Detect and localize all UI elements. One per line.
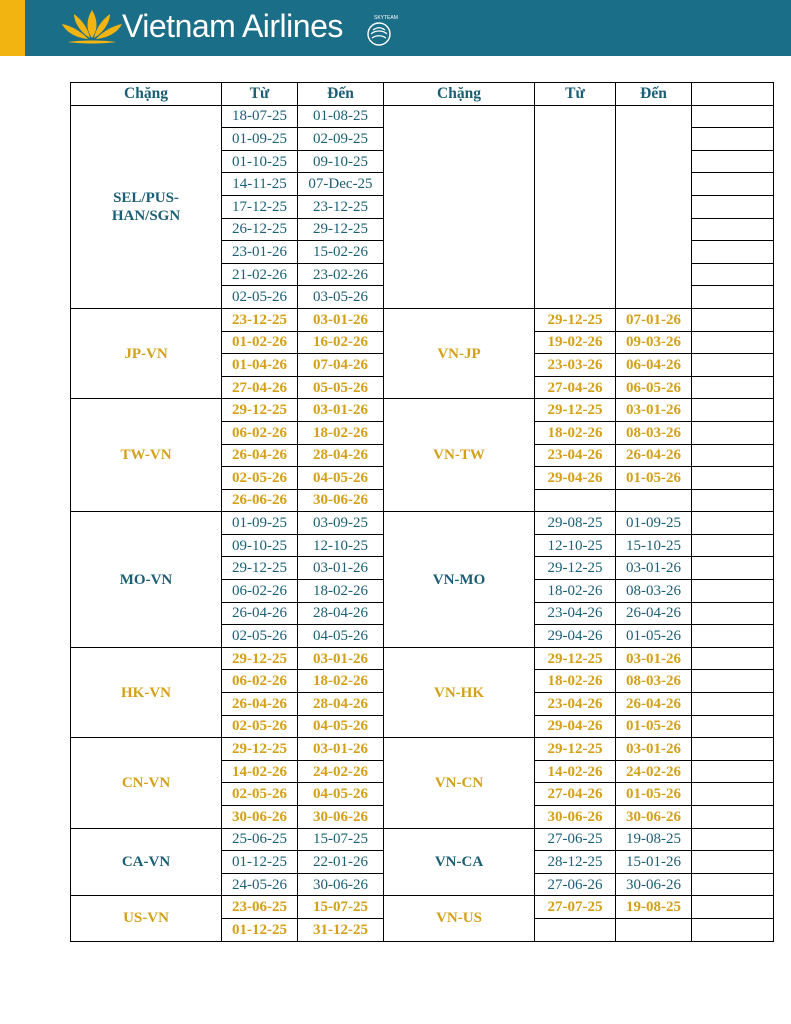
date-from-outbound: 17-12-25 — [222, 195, 298, 218]
date-from-inbound: 19-02-26 — [535, 331, 616, 354]
table-row — [71, 896, 774, 919]
extra-cell — [692, 263, 774, 286]
route-inbound: VN-US — [384, 896, 535, 941]
date-from-inbound: 27-04-26 — [535, 783, 616, 806]
lotus-logo-icon — [60, 6, 124, 46]
date-from-outbound: 26-12-25 — [222, 218, 298, 241]
brand-name: Vietnam Airlines — [122, 8, 343, 44]
date-to-outbound: 28-04-26 — [298, 444, 384, 467]
date-to-inbound: 06-05-26 — [616, 376, 692, 399]
date-from-outbound: 02-05-26 — [222, 286, 298, 309]
date-from-outbound: 26-06-26 — [222, 489, 298, 512]
extra-cell — [692, 851, 774, 874]
date-to-inbound: 26-04-26 — [616, 693, 692, 716]
route-outbound: HK-VN — [71, 647, 222, 737]
date-from-outbound: 29-12-25 — [222, 738, 298, 761]
extra-cell — [692, 286, 774, 309]
date-from-outbound: 01-12-25 — [222, 918, 298, 941]
col-header-from-outbound: Từ — [222, 83, 298, 106]
date-to-outbound: 15-02-26 — [298, 241, 384, 264]
date-to-outbound: 18-02-26 — [298, 670, 384, 693]
date-to-inbound: 09-03-26 — [616, 331, 692, 354]
extra-cell — [692, 173, 774, 196]
date-from-inbound: 23-04-26 — [535, 693, 616, 716]
table-row — [71, 105, 774, 128]
table-header-row — [71, 83, 774, 106]
date-to-inbound: 01-05-26 — [616, 783, 692, 806]
extra-cell — [692, 354, 774, 377]
date-from-outbound: 25-06-25 — [222, 828, 298, 851]
date-from-inbound: 27-06-25 — [535, 828, 616, 851]
date-to-inbound: 01-09-25 — [616, 512, 692, 535]
date-to-inbound: 03-01-26 — [616, 647, 692, 670]
extra-cell — [692, 331, 774, 354]
table-row — [71, 738, 774, 761]
date-from-outbound: 01-09-25 — [222, 128, 298, 151]
date-to-outbound: 15-07-25 — [298, 828, 384, 851]
date-from-outbound: 01-02-26 — [222, 331, 298, 354]
date-from-outbound: 29-12-25 — [222, 399, 298, 422]
date-from-outbound: 18-07-25 — [222, 105, 298, 128]
date-to-outbound: 30-06-26 — [298, 873, 384, 896]
svg-text:SKYTEAM: SKYTEAM — [374, 15, 398, 21]
date-to-inbound: 07-01-26 — [616, 308, 692, 331]
date-to-inbound: 08-03-26 — [616, 670, 692, 693]
date-to-inbound: 24-02-26 — [616, 760, 692, 783]
col-header-to-inbound: Đến — [616, 83, 692, 106]
header-accent-strip — [0, 0, 25, 56]
date-from-outbound: 14-02-26 — [222, 760, 298, 783]
date-to-outbound: 28-04-26 — [298, 693, 384, 716]
date-to-inbound: 19-08-25 — [616, 896, 692, 919]
date-to-inbound: 15-01-26 — [616, 851, 692, 874]
col-header-to-outbound: Đến — [298, 83, 384, 106]
date-to-outbound: 24-02-26 — [298, 760, 384, 783]
route-outbound: TW-VN — [71, 399, 222, 512]
date-to-outbound: 04-05-26 — [298, 715, 384, 738]
date-to-inbound: 08-03-26 — [616, 421, 692, 444]
date-to-outbound: 18-02-26 — [298, 580, 384, 603]
date-from-inbound — [535, 105, 616, 308]
extra-cell — [692, 670, 774, 693]
extra-cell — [692, 738, 774, 761]
date-from-outbound: 14-11-25 — [222, 173, 298, 196]
date-to-outbound: 03-01-26 — [298, 557, 384, 580]
extra-cell — [692, 534, 774, 557]
extra-cell — [692, 828, 774, 851]
date-from-inbound: 23-04-26 — [535, 602, 616, 625]
extra-cell — [692, 783, 774, 806]
date-to-inbound: 03-01-26 — [616, 399, 692, 422]
date-from-inbound: 23-03-26 — [535, 354, 616, 377]
date-from-outbound: 26-04-26 — [222, 693, 298, 716]
route-inbound: VN-HK — [384, 647, 535, 737]
date-from-outbound: 26-04-26 — [222, 444, 298, 467]
date-from-outbound: 02-05-26 — [222, 467, 298, 490]
date-to-inbound: 26-04-26 — [616, 602, 692, 625]
extra-cell — [692, 557, 774, 580]
date-from-inbound: 23-04-26 — [535, 444, 616, 467]
date-from-outbound: 23-06-25 — [222, 896, 298, 919]
table-row — [71, 308, 774, 331]
date-from-inbound: 29-12-25 — [535, 308, 616, 331]
route-outbound: JP-VN — [71, 308, 222, 398]
date-from-inbound: 14-02-26 — [535, 760, 616, 783]
col-header-extra — [692, 83, 774, 106]
date-from-outbound: 06-02-26 — [222, 421, 298, 444]
date-to-outbound: 31-12-25 — [298, 918, 384, 941]
skyteam-logo-icon — [358, 10, 400, 52]
date-from-inbound: 18-02-26 — [535, 421, 616, 444]
extra-cell — [692, 105, 774, 128]
route-outbound: US-VN — [71, 896, 222, 941]
date-from-outbound: 02-05-26 — [222, 625, 298, 648]
extra-cell — [692, 715, 774, 738]
extra-cell — [692, 693, 774, 716]
date-from-outbound: 23-01-26 — [222, 241, 298, 264]
date-to-inbound: 03-01-26 — [616, 738, 692, 761]
date-to-inbound: 01-05-26 — [616, 715, 692, 738]
date-to-outbound: 03-01-26 — [298, 308, 384, 331]
date-to-outbound: 07-Dec-25 — [298, 173, 384, 196]
date-to-inbound: 15-10-25 — [616, 534, 692, 557]
date-to-outbound: 03-01-26 — [298, 647, 384, 670]
extra-cell — [692, 896, 774, 919]
date-to-inbound: 26-04-26 — [616, 444, 692, 467]
date-from-inbound — [535, 489, 616, 512]
date-from-inbound: 12-10-25 — [535, 534, 616, 557]
header-bar — [0, 0, 791, 56]
date-to-outbound: 07-04-26 — [298, 354, 384, 377]
extra-cell — [692, 806, 774, 829]
date-to-inbound: 08-03-26 — [616, 580, 692, 603]
date-to-outbound: 04-05-26 — [298, 625, 384, 648]
date-to-outbound: 18-02-26 — [298, 421, 384, 444]
date-from-inbound: 29-12-25 — [535, 647, 616, 670]
date-to-inbound: 06-04-26 — [616, 354, 692, 377]
date-to-outbound: 02-09-25 — [298, 128, 384, 151]
extra-cell — [692, 873, 774, 896]
date-to-outbound: 01-08-25 — [298, 105, 384, 128]
extra-cell — [692, 195, 774, 218]
route-inbound: VN-JP — [384, 308, 535, 398]
date-from-outbound: 29-12-25 — [222, 557, 298, 580]
date-from-outbound: 24-05-26 — [222, 873, 298, 896]
date-from-outbound: 27-04-26 — [222, 376, 298, 399]
col-header-route-outbound: Chặng — [71, 83, 222, 106]
route-outbound: CA-VN — [71, 828, 222, 896]
date-to-outbound: 29-12-25 — [298, 218, 384, 241]
date-from-inbound: 30-06-26 — [535, 806, 616, 829]
date-to-inbound: 19-08-25 — [616, 828, 692, 851]
route-outbound: CN-VN — [71, 738, 222, 828]
date-to-outbound: 03-01-26 — [298, 738, 384, 761]
date-from-inbound: 29-12-25 — [535, 399, 616, 422]
date-from-outbound: 06-02-26 — [222, 580, 298, 603]
extra-cell — [692, 241, 774, 264]
date-from-outbound: 26-04-26 — [222, 602, 298, 625]
extra-cell — [692, 150, 774, 173]
route-inbound — [384, 105, 535, 308]
date-from-outbound: 01-04-26 — [222, 354, 298, 377]
date-from-inbound: 18-02-26 — [535, 580, 616, 603]
date-from-outbound: 09-10-25 — [222, 534, 298, 557]
date-from-inbound: 29-08-25 — [535, 512, 616, 535]
extra-cell — [692, 760, 774, 783]
table-row — [71, 647, 774, 670]
date-to-inbound: 30-06-26 — [616, 873, 692, 896]
route-outbound: SEL/PUS-HAN/SGN — [71, 105, 222, 308]
table-row — [71, 399, 774, 422]
extra-cell — [692, 308, 774, 331]
date-to-outbound: 03-05-26 — [298, 286, 384, 309]
date-to-outbound: 23-02-26 — [298, 263, 384, 286]
route-inbound: VN-TW — [384, 399, 535, 512]
date-to-outbound: 16-02-26 — [298, 331, 384, 354]
schedule-table — [70, 82, 774, 942]
date-from-inbound: 29-12-25 — [535, 557, 616, 580]
date-from-outbound: 23-12-25 — [222, 308, 298, 331]
date-to-outbound: 09-10-25 — [298, 150, 384, 173]
date-to-outbound: 03-09-25 — [298, 512, 384, 535]
route-inbound: VN-CA — [384, 828, 535, 896]
extra-cell — [692, 376, 774, 399]
date-to-inbound — [616, 105, 692, 308]
date-from-inbound: 29-04-26 — [535, 715, 616, 738]
date-from-inbound: 18-02-26 — [535, 670, 616, 693]
date-from-outbound: 01-10-25 — [222, 150, 298, 173]
date-from-inbound: 29-12-25 — [535, 738, 616, 761]
date-to-outbound: 04-05-26 — [298, 783, 384, 806]
date-from-inbound: 28-12-25 — [535, 851, 616, 874]
date-from-outbound: 01-12-25 — [222, 851, 298, 874]
date-from-outbound: 21-02-26 — [222, 263, 298, 286]
date-to-inbound — [616, 918, 692, 941]
date-to-outbound: 03-01-26 — [298, 399, 384, 422]
extra-cell — [692, 602, 774, 625]
date-from-inbound: 27-07-25 — [535, 896, 616, 919]
extra-cell — [692, 218, 774, 241]
extra-cell — [692, 512, 774, 535]
route-outbound: MO-VN — [71, 512, 222, 648]
col-header-route-inbound: Chặng — [384, 83, 535, 106]
date-to-inbound — [616, 489, 692, 512]
date-from-inbound: 27-06-26 — [535, 873, 616, 896]
date-from-outbound: 30-06-26 — [222, 806, 298, 829]
date-from-outbound: 06-02-26 — [222, 670, 298, 693]
date-to-outbound: 05-05-26 — [298, 376, 384, 399]
date-to-outbound: 30-06-26 — [298, 489, 384, 512]
date-to-outbound: 12-10-25 — [298, 534, 384, 557]
extra-cell — [692, 647, 774, 670]
date-to-inbound: 01-05-26 — [616, 467, 692, 490]
route-inbound: VN-MO — [384, 512, 535, 648]
table-row — [71, 828, 774, 851]
date-from-inbound: 29-04-26 — [535, 625, 616, 648]
date-to-outbound: 30-06-26 — [298, 806, 384, 829]
route-inbound: VN-CN — [384, 738, 535, 828]
schedule-body — [71, 105, 774, 941]
extra-cell — [692, 489, 774, 512]
extra-cell — [692, 580, 774, 603]
date-to-inbound: 30-06-26 — [616, 806, 692, 829]
extra-cell — [692, 421, 774, 444]
date-from-outbound: 01-09-25 — [222, 512, 298, 535]
date-from-inbound: 27-04-26 — [535, 376, 616, 399]
date-to-outbound: 04-05-26 — [298, 467, 384, 490]
date-to-inbound: 01-05-26 — [616, 625, 692, 648]
extra-cell — [692, 625, 774, 648]
date-from-inbound — [535, 918, 616, 941]
extra-cell — [692, 399, 774, 422]
extra-cell — [692, 918, 774, 941]
date-to-outbound: 22-01-26 — [298, 851, 384, 874]
extra-cell — [692, 467, 774, 490]
date-from-outbound: 29-12-25 — [222, 647, 298, 670]
date-to-outbound: 15-07-25 — [298, 896, 384, 919]
date-from-inbound: 29-04-26 — [535, 467, 616, 490]
col-header-from-inbound: Từ — [535, 83, 616, 106]
extra-cell — [692, 444, 774, 467]
table-row — [71, 512, 774, 535]
date-from-outbound: 02-05-26 — [222, 783, 298, 806]
date-to-inbound: 03-01-26 — [616, 557, 692, 580]
extra-cell — [692, 128, 774, 151]
date-to-outbound: 28-04-26 — [298, 602, 384, 625]
date-from-outbound: 02-05-26 — [222, 715, 298, 738]
date-to-outbound: 23-12-25 — [298, 195, 384, 218]
